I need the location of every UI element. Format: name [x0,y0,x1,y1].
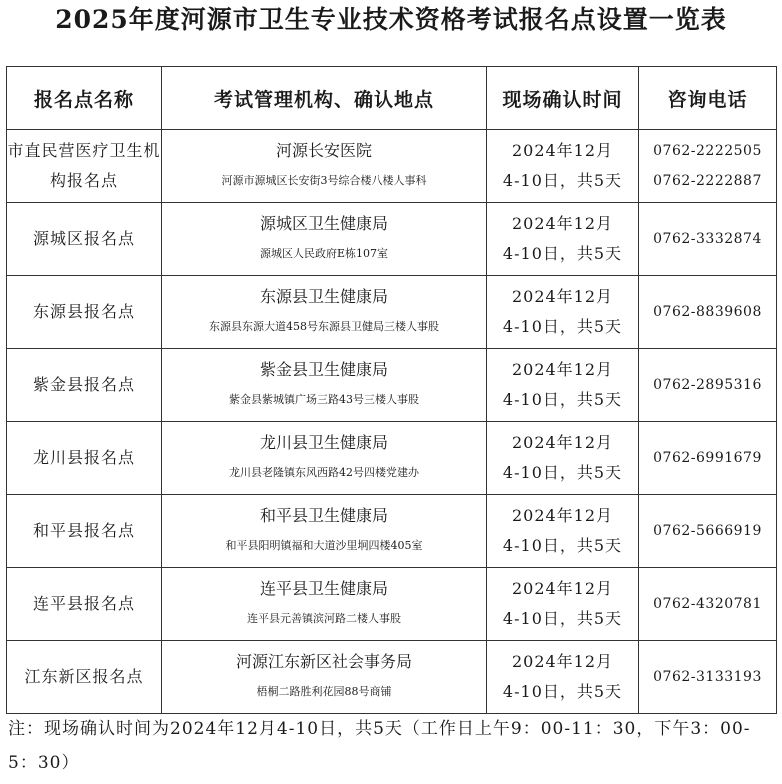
time-days: 4-10日，共5天 [502,682,623,701]
phone-number: 0762-2895316 [653,377,762,393]
org-name: 东源县卫生健康局 [259,287,388,306]
registration-table [6,66,777,714]
org-cell [162,203,487,276]
time-month: 2024年12月 [511,287,614,306]
time-cell [487,641,639,714]
header-time: 现场确认时间 [487,67,639,130]
site-name: 江东新区报名点 [7,641,162,714]
time-month: 2024年12月 [511,360,614,379]
org-address: 连平县元善镇滨河路二楼人事股 [247,612,401,625]
org-name: 龙川县卫生健康局 [259,433,388,452]
org-cell [162,641,487,714]
phone-number: 0762-6991679 [653,450,762,466]
time-days: 4-10日，共5天 [502,609,623,628]
phone-number: 0762-2222505 [653,143,762,159]
table-row [7,349,777,422]
phone-number: 0762-8839608 [653,304,762,320]
footnote: 注：现场确认时间为2024年12月4-10日，共5天（工作日上午9：00-11：30，下午3：00-5：30） [8,719,751,773]
time-days: 4-10日，共5天 [502,390,623,409]
time-month: 2024年12月 [511,433,614,452]
phone-cell [639,568,777,641]
org-address: 梧桐二路胜利花园88号商铺 [256,685,392,698]
org-name: 紫金县卫生健康局 [259,360,388,379]
time-cell [487,276,639,349]
time-month: 2024年12月 [511,141,614,160]
site-name: 连平县报名点 [7,568,162,641]
phone-cell [639,203,777,276]
time-days: 4-10日，共5天 [502,171,623,190]
time-cell [487,203,639,276]
org-name: 河源江东新区社会事务局 [235,652,412,671]
phone-number: 0762-3332874 [653,231,762,247]
header-org: 考试管理机构、确认地点 [162,67,487,130]
site-name: 龙川县报名点 [7,422,162,495]
site-name: 和平县报名点 [7,495,162,568]
time-cell [487,568,639,641]
site-name: 市直民营医疗卫生机构报名点 [7,130,162,203]
table-row [7,495,777,568]
header-name: 报名点名称 [7,67,162,130]
time-days: 4-10日，共5天 [502,463,623,482]
phone-cell [639,276,777,349]
site-name: 紫金县报名点 [7,349,162,422]
time-cell [487,495,639,568]
table-row [7,568,777,641]
phone-number: 0762-5666919 [653,523,762,539]
org-cell [162,495,487,568]
site-name: 东源县报名点 [7,276,162,349]
time-month: 2024年12月 [511,506,614,525]
phone-number-2: 0762-2222887 [653,173,762,189]
phone-cell [639,130,777,203]
phone-cell [639,495,777,568]
phone-number: 0762-4320781 [653,596,762,612]
site-name: 源城区报名点 [7,203,162,276]
table-row [7,641,777,714]
phone-cell [639,641,777,714]
org-name: 和平县卫生健康局 [259,506,388,525]
time-month: 2024年12月 [511,652,614,671]
time-days: 4-10日，共5天 [502,317,623,336]
time-cell [487,422,639,495]
org-cell [162,130,487,203]
header-phone: 咨询电话 [639,67,777,130]
org-name: 连平县卫生健康局 [259,579,388,598]
org-name: 河源长安医院 [275,141,372,160]
org-address: 和平县阳明镇福和大道沙里坰四楼405室 [225,539,423,552]
time-cell [487,130,639,203]
org-address: 紫金县紫城镇广场三路43号三楼人事股 [229,393,419,406]
table-row [7,276,777,349]
org-cell [162,276,487,349]
phone-cell [639,422,777,495]
org-address: 东源县东源大道458号东源县卫健局三楼人事股 [209,320,439,333]
page-title: 2025年度河源市卫生专业技术资格考试报名点设置一览表 [55,5,727,34]
phone-cell [639,349,777,422]
org-name: 源城区卫生健康局 [259,214,388,233]
time-cell [487,349,639,422]
org-address: 源城区人民政府E栋107室 [259,247,389,260]
time-days: 4-10日，共5天 [502,244,623,263]
org-cell [162,349,487,422]
phone-number: 0762-3133193 [653,669,762,685]
time-month: 2024年12月 [511,579,614,598]
table-row [7,422,777,495]
org-cell [162,422,487,495]
org-cell [162,568,487,641]
table-row [7,130,777,203]
org-address: 河源市源城区长安街3号综合楼八楼人事科 [221,174,427,187]
table-header-row [7,67,777,130]
table-row [7,203,777,276]
time-month: 2024年12月 [511,214,614,233]
org-address: 龙川县老隆镇东风西路42号四楼党建办 [229,466,419,479]
time-days: 4-10日，共5天 [502,536,623,555]
